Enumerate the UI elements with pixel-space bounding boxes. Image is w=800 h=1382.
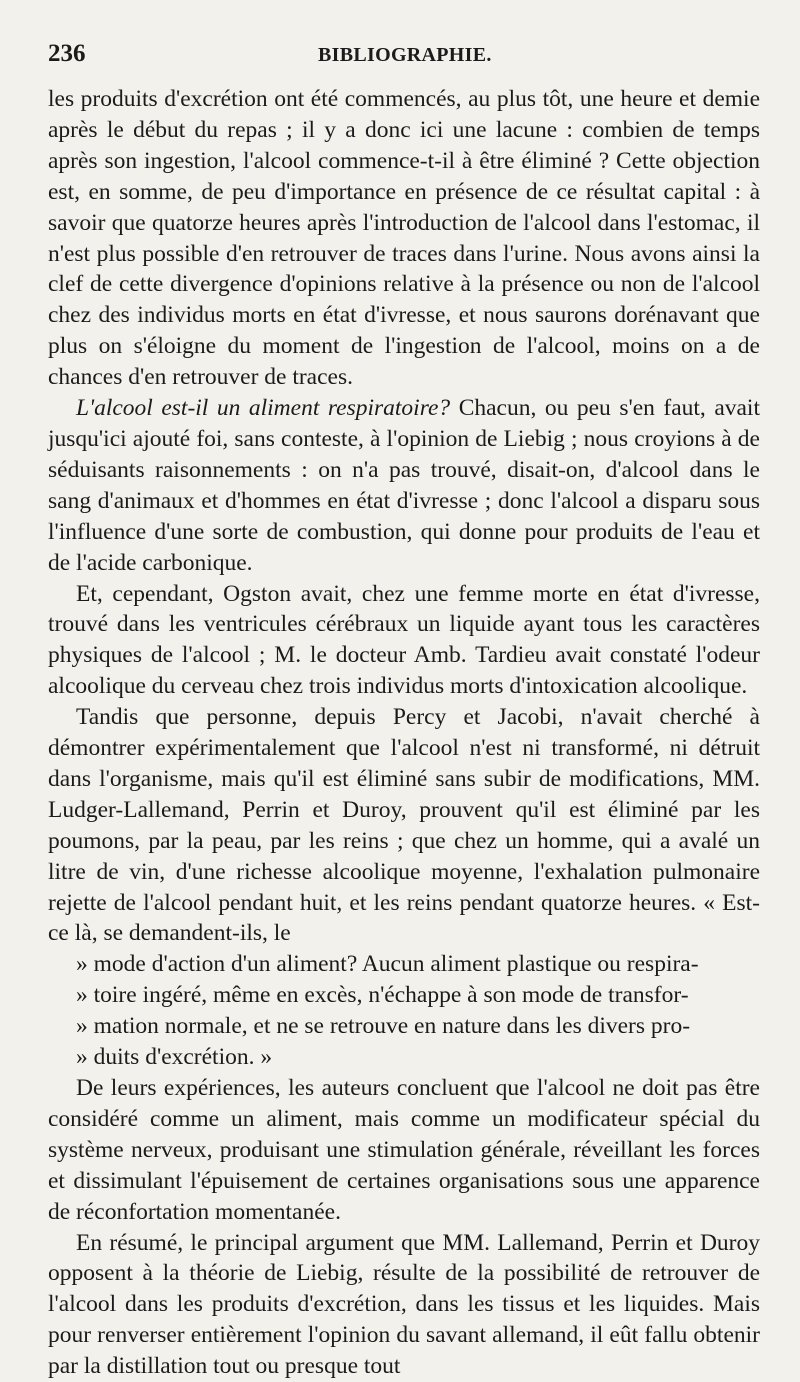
paragraph-text: Tandis que personne, depuis Percy et Jacobi, n'avait cherché à démontrer expérimentalement que l'alcool n'est ni transformé, ni détruit dans l'organisme, mais qu'il est éliminé sans subir de modifications, MM. Ludger-Lallemand, Perrin et Duroy, prouvent qu'il est éliminé par les poumons, par la peau, par les reins ; que chez un homme, qui a avalé un litre de vin, d'une richesse alcoolique moyenne, l'exhalation pulmonaire rejette de l'alcool pendant huit, et les reins pendant quatorze heures. « Est-ce là, se demandent-ils, le — [48, 704, 760, 947]
body-text — [48, 84, 760, 1382]
quote-line: » toire ingéré, même en excès, n'échappe à son mode de transfor- — [76, 982, 689, 1009]
paragraph-2 — [48, 393, 760, 578]
quote-line: » duits d'excrétion. » — [76, 1044, 273, 1071]
paragraph-5 — [48, 1073, 760, 1228]
paragraph-text: De leurs expériences, les auteurs concluent que l'alcool ne doit pas être considéré comme un aliment, mais comme un modificateur spécial du système nerveux, produisant une stimulation générale, réveillant les forces et dissimulant l'épuisement de certaines organisations sous une apparence de réconfortation momentanée. — [48, 1075, 760, 1225]
italic-heading: L'alcool est-il un aliment respiratoire? — [76, 395, 451, 422]
paragraph-1 — [48, 84, 760, 393]
paragraph-text: les produits d'excrétion ont été commencés, au plus tôt, une heure et demie après le début du repas ; il y a donc ici une lacune : combien de temps après son ingestion, l'alcool commence-t-il à être éliminé ? Cette objection est, en somme, de peu d'importance en présence de ce résultat capital : à savoir que quatorze heures après l'introduction de l'alcool dans l'estomac, il n'est plus possible d'en retrouver de traces dans l'urine. Nous avons ainsi la clef de cette divergence d'opinions relative à la présence ou non de l'alcool chez des individus morts en état d'ivresse, et nous saurons dorénavant que plus on s'éloigne du moment de l'ingestion de l'alcool, moins on a de chances d'en retrouver de traces. — [48, 86, 760, 391]
paragraph-6 — [48, 1228, 760, 1382]
paragraph-4 — [48, 702, 760, 1073]
paragraph-text: Chacun, ou peu s'en faut, avait jusqu'ici ajouté foi, sans conteste, à l'opinion de Liebig ; nous croyions à de séduisants raisonnements : on n'a pas trouvé, disait-on, d'alcool dans le sang d'animaux et d'hommes en état d'ivresse ; donc l'alcool a disparu sous l'influence d'une sorte de combustion, qui donne pour produits de l'eau et de l'acide carbonique. — [48, 395, 760, 576]
paragraph-3 — [48, 579, 760, 703]
quote-line: » mation normale, et ne se retrouve en nature dans les divers pro- — [76, 1013, 691, 1040]
running-title: BIBLIOGRAPHIE. — [318, 44, 492, 66]
page-number: 236 — [48, 40, 86, 67]
paragraph-text: Et, cependant, Ogston avait, chez une femme morte en état d'ivresse, trouvé dans les ventricules cérébraux un liquide ayant tous les caractères physiques de l'alcool ; M. le docteur Amb. Tardieu avait constaté l'odeur alcoolique du cerveau chez trois individus morts d'intoxication alcoolique. — [48, 580, 760, 700]
paragraph-text: En résumé, le principal argument que MM. Lallemand, Perrin et Duroy opposent à la théorie de Liebig, résulte de la possibilité de retrouver de l'alcool dans les produits d'excrétion, dans les tissus et les liquides. Mais pour renverser entièrement l'opinion du savant allemand, il eût fallu obtenir par la distillation tout ou presque tout — [48, 1229, 760, 1380]
quote-line: » mode d'action d'un aliment? Aucun aliment plastique ou respira- — [76, 951, 699, 978]
page-header — [48, 40, 760, 76]
